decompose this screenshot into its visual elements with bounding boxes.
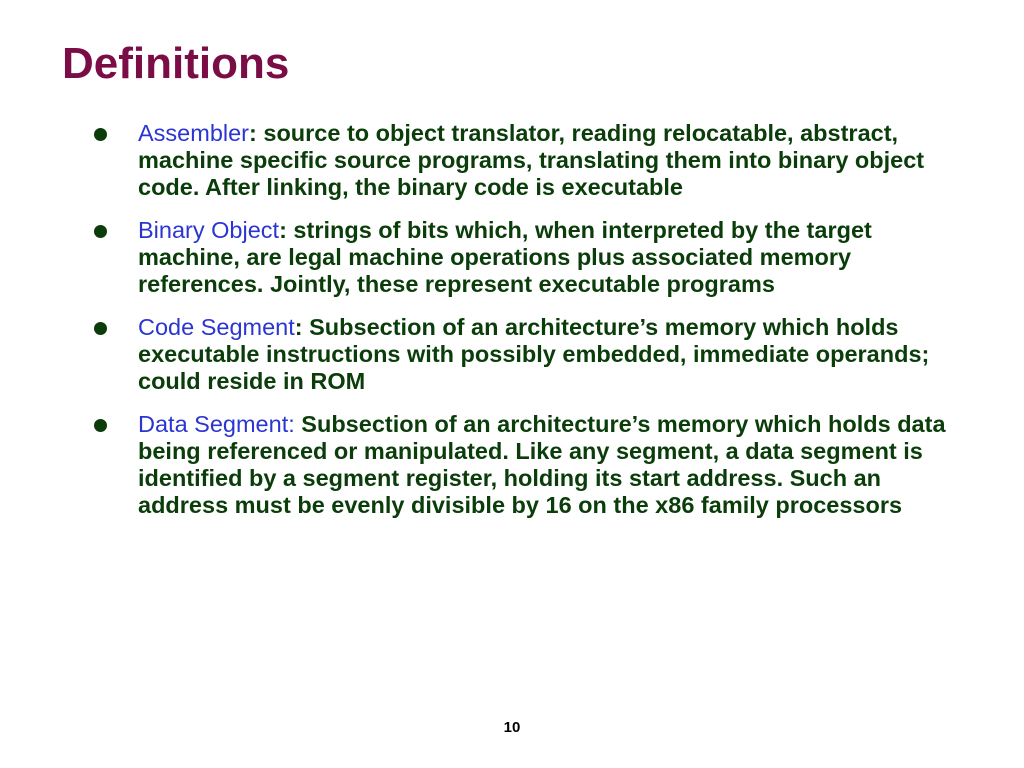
definition-item-data-segment	[92, 411, 972, 519]
definition-list	[92, 120, 972, 535]
page-number: 10	[503, 719, 521, 736]
bullet-icon	[94, 419, 107, 432]
term-data-segment: Data Segment:	[138, 411, 295, 437]
term-assembler: Assembler	[138, 120, 250, 146]
definition-text-binary-object: : strings of bits which, when interpreted by the target machine, are legal machine operations plus associated memory references. Jointly, these represent executable programs	[138, 217, 872, 297]
definition-item-assembler	[92, 120, 972, 201]
bullet-icon	[94, 128, 107, 141]
definition-text-data-segment: Subsection of an architecture’s memory which holds data being referenced or manipulated. Like any segment, a data segment is identified by a segment register, holding its start address. Such an address must be evenly divisible by 16 on the x86 family processors	[138, 411, 946, 518]
definition-text-assembler: : source to object translator, reading relocatable, abstract, machine specific source programs, translating them into binary object code. After linking, the binary code is executable	[138, 120, 925, 200]
term-code-segment: Code Segment	[138, 314, 295, 340]
term-binary-object: Binary Object	[138, 217, 280, 243]
definition-item-code-segment	[92, 314, 972, 395]
bullet-icon	[94, 322, 107, 335]
definition-item-binary-object	[92, 217, 972, 298]
definition-text-code-segment: : Subsection of an architecture’s memory which holds executable instructions with possibly embedded, immediate operands; could reside in ROM	[138, 314, 930, 394]
bullet-icon	[94, 225, 107, 238]
slide-title: Definitions	[62, 39, 290, 88]
